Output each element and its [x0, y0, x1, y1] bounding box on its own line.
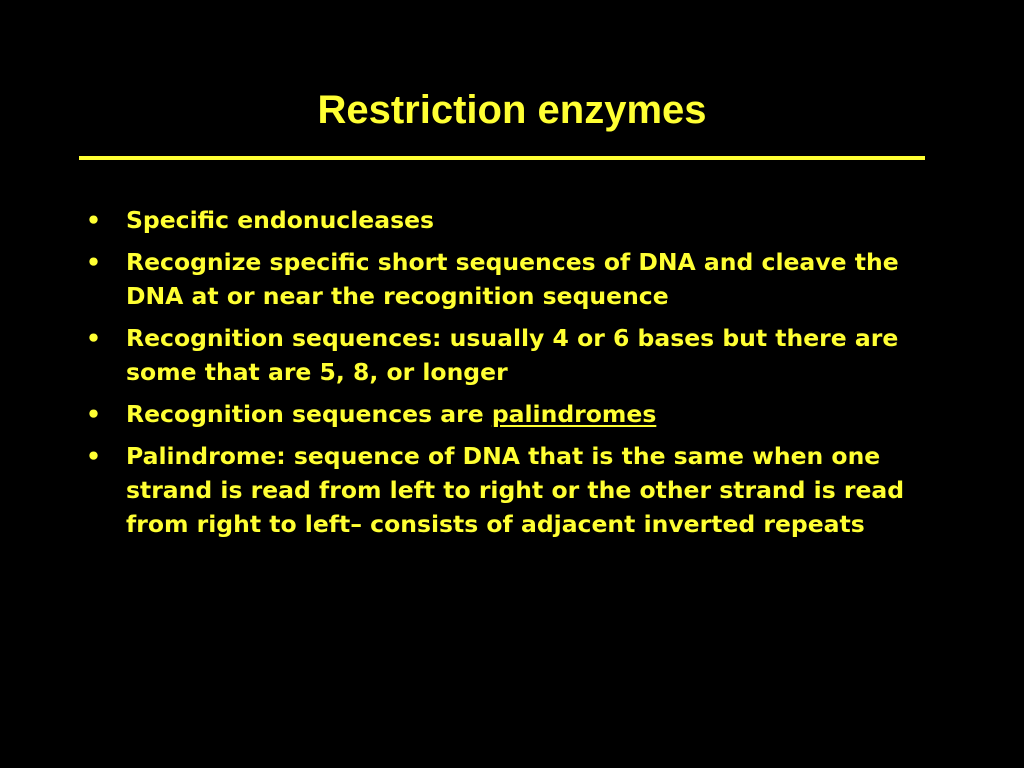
- bullet-item: [86, 439, 946, 541]
- bullet-text: Recognition sequences: usually 4 or 6 bases but there are some that are 5, 8, or longer: [126, 324, 899, 386]
- slide-title: Restriction enzymes: [317, 88, 707, 132]
- bullet-text: Recognize specific short sequences of DNA and cleave the DNA at or near the recognition sequence: [126, 248, 899, 310]
- bullet-dot-icon: •: [86, 442, 102, 470]
- emphasized-term: palindromes: [491, 400, 657, 428]
- bullet-text: Specific endonucleases: [126, 206, 434, 234]
- bullet-dot-icon: •: [86, 248, 102, 276]
- bullet-item: [86, 245, 946, 313]
- title-divider: [79, 156, 925, 160]
- bullet-list: [86, 203, 946, 549]
- bullet-item: [86, 321, 946, 389]
- bullet-dot-icon: •: [86, 324, 102, 352]
- bullet-text: Recognition sequences are: [126, 400, 492, 428]
- bullet-dot-icon: •: [86, 206, 102, 234]
- bullet-dot-icon: •: [86, 400, 102, 428]
- bullet-item: [86, 203, 946, 237]
- bullet-item: [86, 397, 946, 431]
- bullet-text: Palindrome: sequence of DNA that is the same when one strand is read from left to right or the other strand is read from right to left– consists of adjacent inverted repeats: [126, 442, 905, 538]
